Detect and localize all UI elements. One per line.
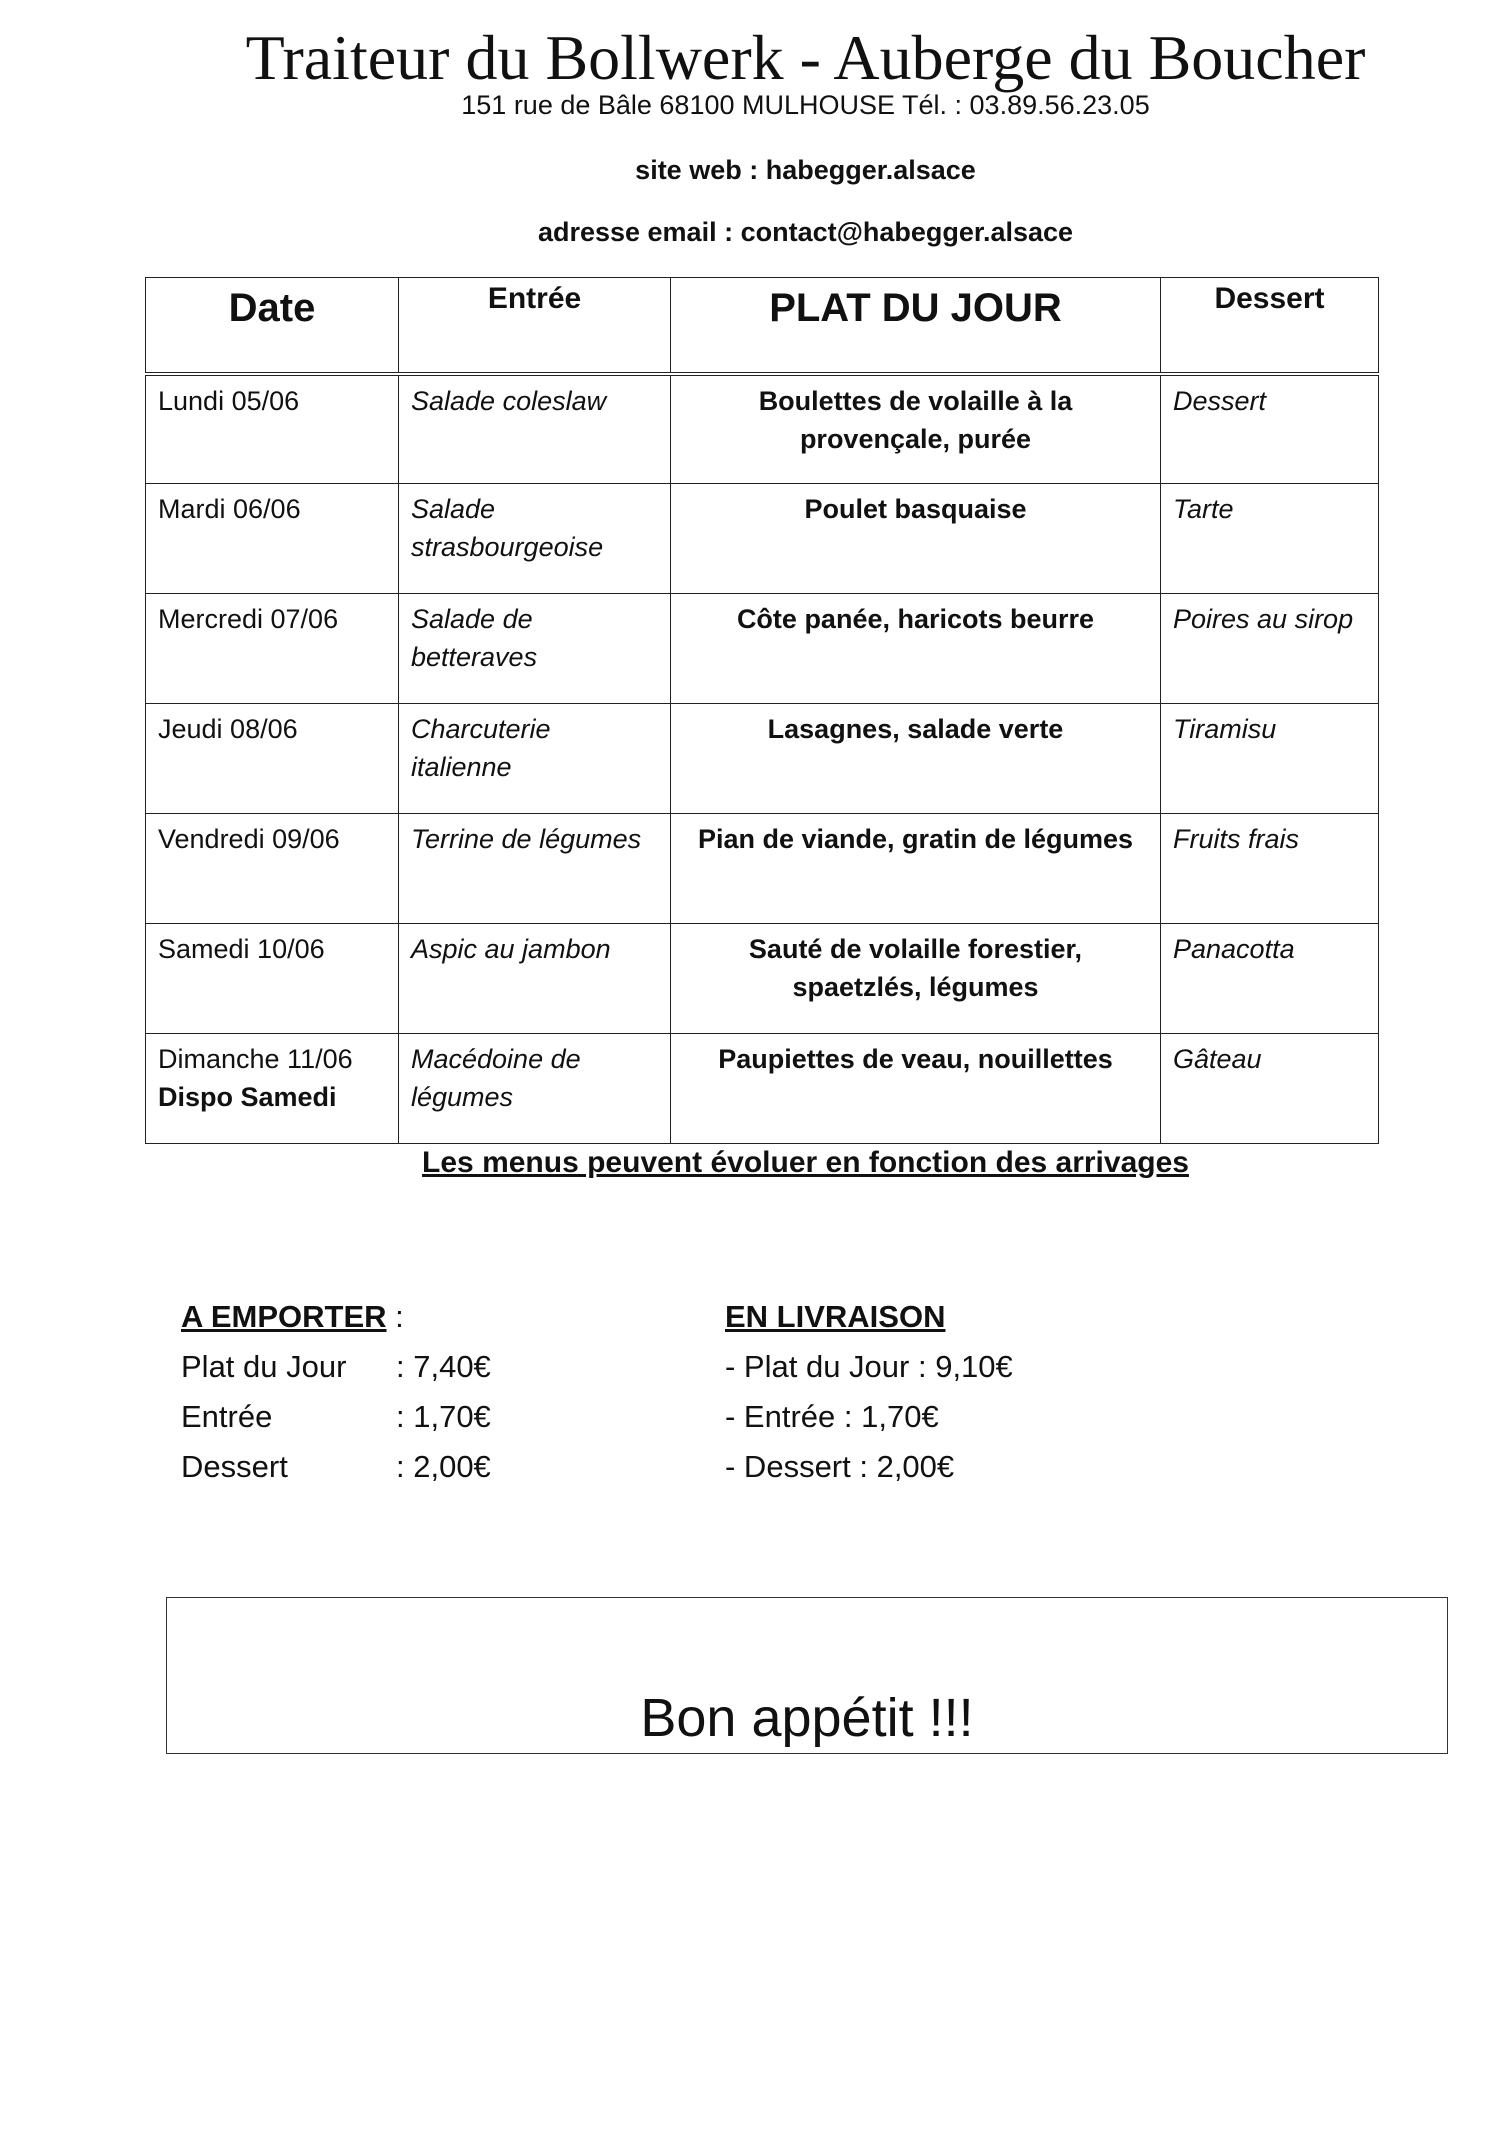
livraison-title: EN LIVRAISON	[725, 1299, 946, 1334]
row-date: Mardi 06/06	[146, 484, 399, 594]
price-value: : 1,70€	[396, 1399, 491, 1434]
row-plat: Sauté de volaille forestier, spaetzlés, légumes	[671, 924, 1161, 1034]
row-date: Dimanche 11/06	[158, 1044, 353, 1074]
row-date: Mercredi 07/06	[146, 594, 399, 704]
header-dessert: Dessert	[1161, 278, 1379, 374]
table-row	[146, 1034, 1379, 1144]
email-line: adresse email : contact@habegger.alsace	[537, 217, 1074, 247]
row-date-cell	[146, 1034, 399, 1144]
table-row	[146, 594, 1379, 704]
price-label: Entrée	[181, 1399, 273, 1434]
price-label: Plat du Jour	[181, 1349, 347, 1384]
table-row	[146, 924, 1379, 1034]
price-value: : 2,00€	[396, 1449, 491, 1484]
table-row	[146, 374, 1379, 484]
row-dessert: Fruits frais	[1161, 814, 1379, 924]
table-row	[146, 814, 1379, 924]
header-date: Date	[146, 278, 399, 374]
row-date: Jeudi 08/06	[146, 704, 399, 814]
row-dessert: Dessert	[1161, 374, 1379, 484]
price-line	[181, 1392, 621, 1442]
page-title: Traiteur du Bollwerk - Auberge du Boucher	[245, 22, 1366, 93]
table-row	[146, 704, 1379, 814]
row-entree: Terrine de légumes	[399, 814, 671, 924]
row-entree: Salade coleslaw	[399, 374, 671, 484]
menu-table-header	[146, 278, 1379, 374]
row-entree: Charcuterie italienne	[399, 704, 671, 814]
header-plat-du-jour: PLAT DU JOUR	[671, 278, 1161, 374]
website-line: site web : habegger.alsace	[635, 155, 976, 185]
row-entree: Aspic au jambon	[399, 924, 671, 1034]
menu-table	[145, 277, 1379, 1144]
price-line	[181, 1442, 621, 1492]
row-dessert: Gâteau	[1161, 1034, 1379, 1144]
row-dessert: Poires au sirop	[1161, 594, 1379, 704]
row-date-note: Dispo Samedi	[158, 1082, 337, 1112]
row-entree: Salade strasbourgeoise	[399, 484, 671, 594]
row-dessert: Tiramisu	[1161, 704, 1379, 814]
emporter-title: A EMPORTER	[181, 1299, 387, 1334]
row-plat: Paupiettes de veau, nouillettes	[671, 1034, 1161, 1144]
row-date: Lundi 05/06	[146, 374, 399, 484]
bon-appetit-text: Bon appétit !!!	[640, 1688, 974, 1748]
table-row	[146, 484, 1379, 594]
emporter-title-suffix: :	[386, 1299, 404, 1334]
row-entree: Salade de betteraves	[399, 594, 671, 704]
row-entree: Macédoine de légumes	[399, 1034, 671, 1144]
emporter-section	[181, 1292, 621, 1492]
price-value: : 7,40€	[396, 1349, 491, 1384]
livraison-section	[725, 1292, 1225, 1492]
row-plat: Pian de viande, gratin de légumes	[671, 814, 1161, 924]
menu-notice: Les menus peuvent évoluer en fonction des arrivages	[422, 1146, 1189, 1179]
livraison-item: - Dessert : 2,00€	[725, 1449, 955, 1484]
emporter-title-line	[181, 1292, 621, 1342]
row-plat: Poulet basquaise	[671, 484, 1161, 594]
row-plat: Lasagnes, salade verte	[671, 704, 1161, 814]
row-date: Vendredi 09/06	[146, 814, 399, 924]
livraison-item: - Entrée : 1,70€	[725, 1399, 939, 1434]
footer-box	[166, 1597, 1448, 1754]
row-plat: Côte panée, haricots beurre	[671, 594, 1161, 704]
row-plat: Boulettes de volaille à la provençale, purée	[671, 374, 1161, 484]
price-line	[181, 1342, 621, 1392]
row-dessert: Tarte	[1161, 484, 1379, 594]
header-entree: Entrée	[399, 278, 671, 374]
row-date: Samedi 10/06	[146, 924, 399, 1034]
price-label: Dessert	[181, 1449, 288, 1484]
livraison-item: - Plat du Jour : 9,10€	[725, 1349, 1013, 1384]
row-dessert: Panacotta	[1161, 924, 1379, 1034]
address-line: 151 rue de Bâle 68100 MULHOUSE Tél. : 03.89.56.23.05	[461, 90, 1150, 120]
